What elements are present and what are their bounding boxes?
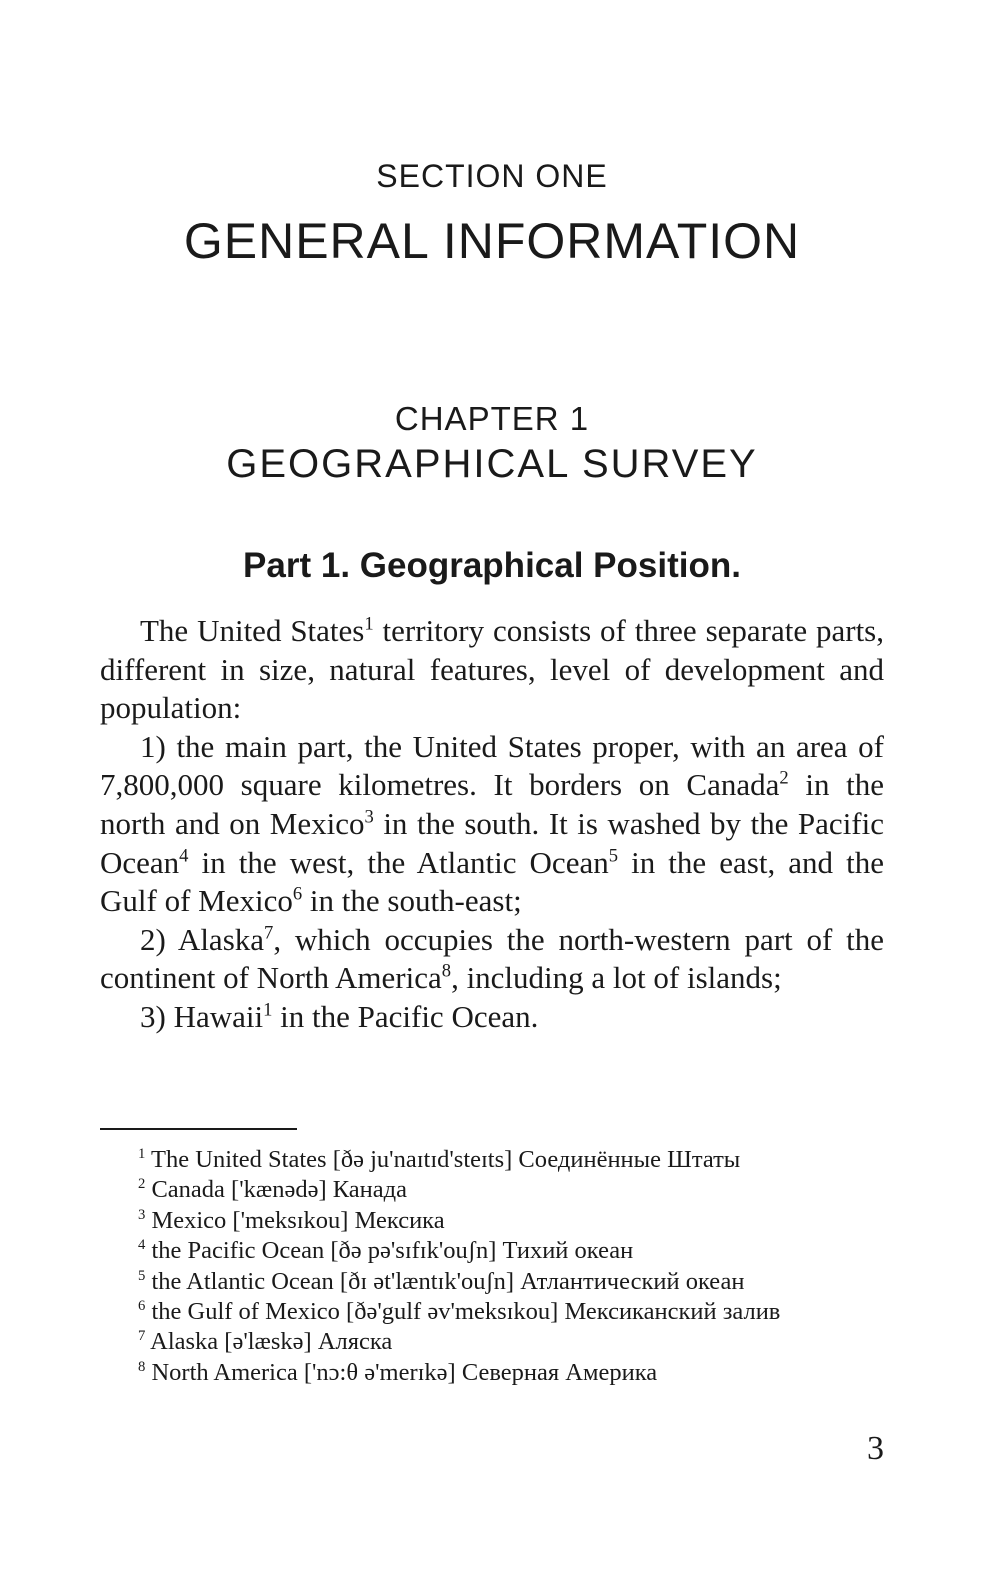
footnote: [100, 1297, 884, 1327]
footnote-number: 1: [138, 1145, 146, 1162]
footnotes: [100, 1145, 884, 1388]
footnote-text: the Atlantic Ocean [ðɪ ət'læntɪk'ouʃn] Атлантический океан: [151, 1267, 745, 1295]
footnote: [100, 1327, 884, 1357]
footnote-ref: 8: [441, 961, 452, 983]
text-run: in the Pacific Ocean.: [272, 998, 539, 1034]
footnote-number: 4: [138, 1237, 146, 1254]
footnote: [100, 1175, 884, 1205]
footnote: [100, 1236, 884, 1266]
footnote-text: Alaska [ə'læskə] Аляска: [150, 1328, 393, 1356]
text-run: 1) the main part, the United States proper, with an area of 7,800,000 square kilometres. It borders on Canada: [100, 728, 884, 803]
footnote: [100, 1267, 884, 1297]
footnote-number: 2: [138, 1176, 146, 1193]
footnote-ref: 6: [292, 883, 303, 905]
footnote-text: Mexico ['meksɪkou] Мексика: [151, 1206, 445, 1234]
text-run: , including a lot of islands;: [451, 960, 782, 996]
part-title: Part 1. Geographical Position.: [243, 546, 741, 585]
footnote: [100, 1145, 884, 1175]
section-label: SECTION ONE: [376, 158, 608, 194]
text-run: in the south. It is washed by the Pacific Ocean: [100, 805, 884, 880]
main-text: [100, 612, 884, 1037]
footnote: [100, 1358, 884, 1388]
footnote-text: the Gulf of Mexico [ðə'gulf əv'meksɪkou] Мексиканский залив: [151, 1298, 781, 1326]
footnote-number: 6: [138, 1297, 146, 1314]
text-run: territory consists of three separate parts, different in size, natural features, level of development and population:: [100, 613, 884, 726]
paragraph-item-1: [100, 728, 884, 921]
text-run: in the east, and the Gulf of Mexico: [100, 844, 884, 919]
chapter-label: CHAPTER 1: [394, 400, 590, 437]
footnote-text: Canada ['kænədə] Канада: [151, 1176, 407, 1204]
footnote-ref: 3: [364, 806, 374, 828]
chapter-title: GEOGRAPHICAL SURVEY: [226, 442, 758, 486]
footnote-text: North America ['nɔ:θ ə'merɪkə] Северная Америка: [151, 1358, 658, 1386]
text-run: , which occupies the north-western part of the continent of North America: [100, 921, 884, 996]
text-run: 2) Alaska: [140, 921, 265, 957]
footnote-number: 7: [138, 1328, 146, 1345]
footnote-text: The United States [ðə ju'naɪtɪd'steɪts] Соединённые Штаты: [151, 1146, 741, 1173]
footnote-ref: 2: [779, 768, 789, 790]
text-run: in the west, the Atlantic Ocean: [188, 844, 609, 880]
footnote-number: 3: [138, 1206, 146, 1223]
footnote-ref: 5: [608, 845, 619, 867]
footnote-divider: [100, 1128, 297, 1130]
page-number: 3: [867, 1430, 884, 1467]
text-run: in the north and on Mexico: [100, 767, 884, 841]
footnote-ref: 1: [364, 613, 374, 635]
paragraph-intro: [100, 612, 884, 728]
footnote-text: the Pacific Ocean [ðə pə'sɪfɪk'ouʃn] Тихий океан: [151, 1237, 634, 1265]
section-title: GENERAL INFORMATION: [183, 213, 801, 269]
text-run: The United States: [140, 613, 365, 648]
footnote-ref: 1: [263, 999, 273, 1021]
footnote: [100, 1206, 884, 1236]
paragraph-item-3: [100, 998, 884, 1037]
text-run: in the south-east;: [302, 883, 522, 919]
paragraph-item-2: [100, 921, 884, 998]
footnote-ref: 4: [179, 845, 189, 867]
text-run: 3) Hawaii: [140, 998, 264, 1034]
footnote-number: 8: [138, 1358, 146, 1375]
footnote-ref: 7: [264, 922, 274, 944]
footnote-number: 5: [138, 1267, 146, 1284]
